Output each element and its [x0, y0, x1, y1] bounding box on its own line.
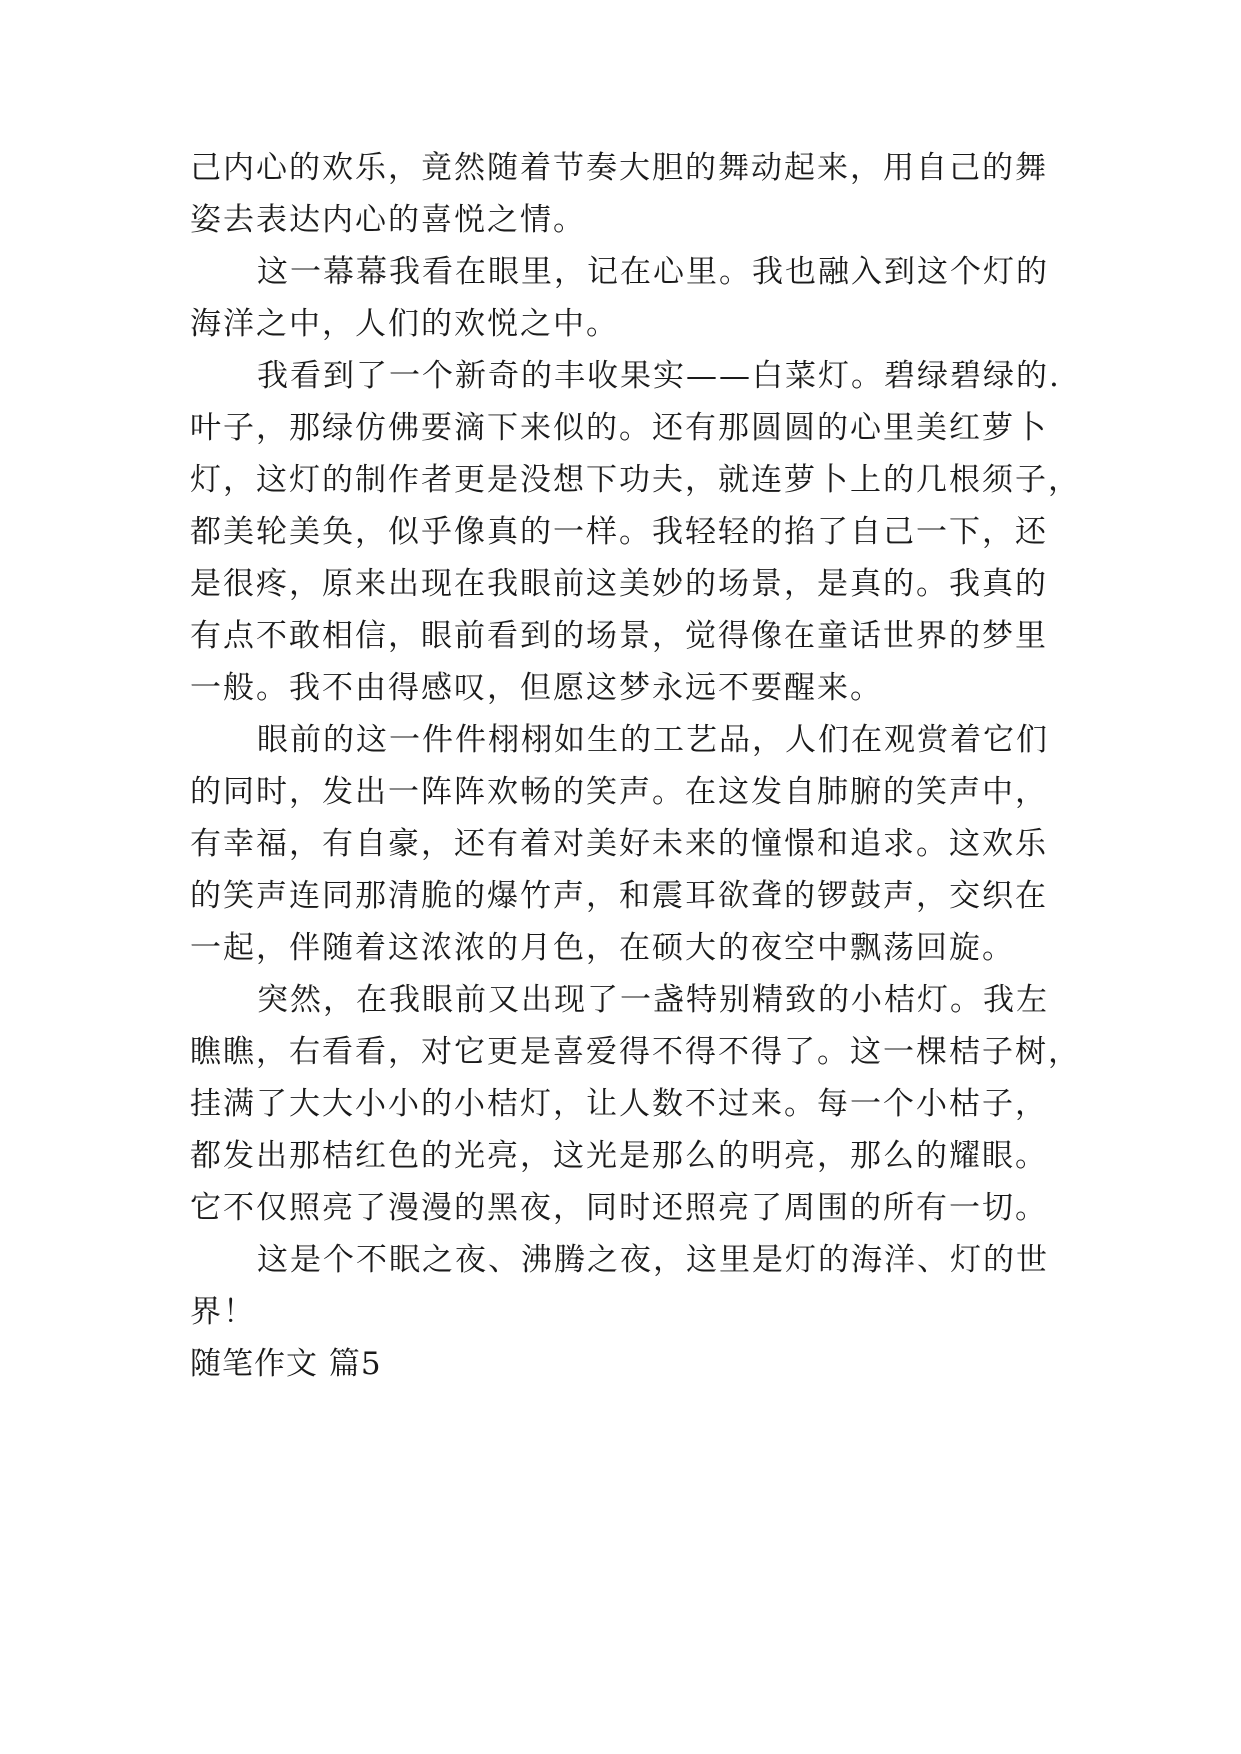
- text-line: 是很疼，原来出现在我眼前这美妙的场景，是真的。我真的: [190, 566, 1048, 602]
- text-line: 海洋之中，人们的欢悦之中。: [190, 306, 619, 342]
- text-line: 己内心的欢乐，竟然随着节奏大胆的舞动起来，用自己的舞: [190, 150, 1048, 186]
- text-line: 灯，这灯的制作者更是没想下功夫，就连萝卜上的几根须子，: [190, 462, 1081, 498]
- paragraph-first-line: 这是个不眠之夜、沸腾之夜，这里是灯的海洋、灯的世: [257, 1242, 1049, 1278]
- paragraph-first-line: 突然，在我眼前又出现了一盏特别精致的小桔灯。我左: [257, 982, 1049, 1018]
- text-line: 姿去表达内心的喜悦之情。: [190, 202, 586, 238]
- paragraph-first-line: 我看到了一个新奇的丰收果实——白菜灯。碧绿碧绿的.: [257, 358, 1061, 394]
- text-line: 一起，伴随着这浓浓的月色，在硕大的夜空中飘荡回旋。: [190, 930, 1015, 966]
- text-line: 的同时，发出一阵阵欢畅的笑声。在这发自肺腑的笑声中，: [190, 774, 1048, 810]
- paragraph-first-line: 眼前的这一件件栩栩如生的工艺品，人们在观赏着它们: [257, 722, 1049, 758]
- text-line: 挂满了大大小小的小桔灯，让人数不过来。每一个小枯子，: [190, 1086, 1048, 1122]
- text-line: 瞧瞧，右看看，对它更是喜爱得不得不得了。这一棵桔子树，: [190, 1034, 1081, 1070]
- text-line: 界！: [190, 1294, 256, 1330]
- section-heading: 随笔作文 篇5: [190, 1346, 382, 1382]
- text-line: 一般。我不由得感叹，但愿这梦永远不要醒来。: [190, 670, 883, 706]
- text-line: 的笑声连同那清脆的爆竹声，和震耳欲聋的锣鼓声，交织在: [190, 878, 1048, 914]
- text-line: 都美轮美奂，似乎像真的一样。我轻轻的掐了自己一下，还: [190, 514, 1048, 550]
- text-line: 有点不敢相信，眼前看到的场景，觉得像在童话世界的梦里: [190, 618, 1048, 654]
- paragraph-first-line: 这一幕幕我看在眼里，记在心里。我也融入到这个灯的: [257, 254, 1049, 290]
- text-line: 有幸福，有自豪，还有着对美好未来的憧憬和追求。这欢乐: [190, 826, 1048, 862]
- text-line: 都发出那桔红色的光亮，这光是那么的明亮，那么的耀眼。: [190, 1138, 1048, 1174]
- text-line: 它不仅照亮了漫漫的黑夜，同时还照亮了周围的所有一切。: [190, 1190, 1048, 1226]
- text-line: 叶子，那绿仿佛要滴下来似的。还有那圆圆的心里美红萝卜: [190, 410, 1048, 446]
